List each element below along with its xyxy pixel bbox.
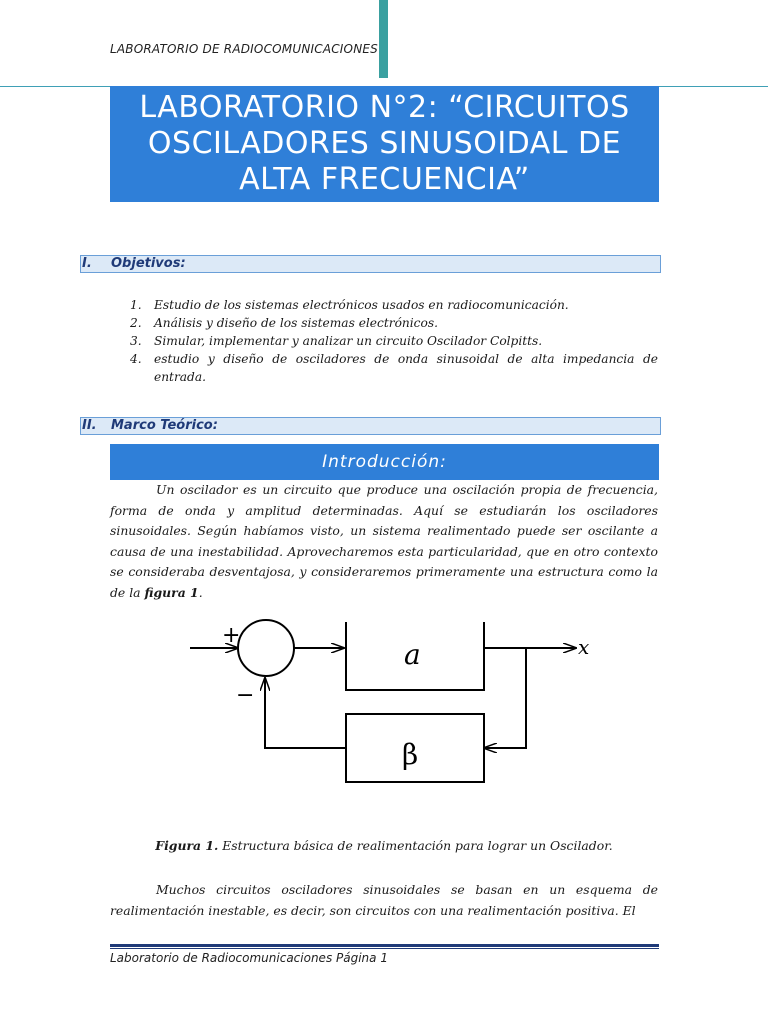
document-title bbox=[110, 86, 659, 202]
title-line-1: LABORATORIO N°2: “CIRCUITOS bbox=[139, 90, 630, 125]
paragraph-end: . bbox=[198, 584, 203, 600]
summing-junction bbox=[238, 620, 294, 676]
section-heading-objetivos bbox=[80, 255, 661, 273]
section-label: Marco Teórico: bbox=[111, 418, 218, 433]
list-item bbox=[130, 314, 658, 332]
feedback-arrow-out bbox=[265, 678, 346, 748]
list-item-number: 1. bbox=[130, 298, 142, 312]
list-item-number: 2. bbox=[130, 316, 142, 330]
list-item-text: Estudio de los sistemas electrónicos usados en radiocomunicación. bbox=[154, 298, 569, 312]
body-paragraph bbox=[110, 880, 658, 921]
list-item-number: 3. bbox=[130, 334, 142, 348]
block-a-label: a bbox=[404, 638, 421, 671]
objectives-list bbox=[130, 296, 658, 386]
figure-reference: figura 1 bbox=[144, 584, 199, 600]
introduction-paragraph bbox=[110, 480, 658, 603]
title-line-2: OSCILADORES SINUSOIDAL DE bbox=[147, 126, 622, 161]
footer-divider bbox=[110, 944, 659, 947]
feedback-arrow-in bbox=[484, 648, 526, 748]
block-beta-label: β bbox=[402, 738, 419, 771]
minus-sign: − bbox=[236, 683, 255, 708]
section-label: Objetivos: bbox=[111, 256, 186, 271]
list-item bbox=[130, 332, 658, 350]
footer-divider-thin bbox=[110, 948, 659, 949]
plus-sign: + bbox=[222, 623, 241, 648]
page-header: LABORATORIO DE RADIOCOMUNICACIONES bbox=[110, 42, 378, 56]
page-footer: Laboratorio de Radiocomunicaciones Página 1 bbox=[110, 951, 388, 965]
figure-caption-text: Estructura básica de realimentación para lograr un Oscilador. bbox=[218, 838, 613, 853]
section-number: II. bbox=[82, 418, 97, 433]
output-label: x bbox=[578, 635, 590, 659]
feedback-block-diagram bbox=[186, 612, 606, 802]
list-item-text: Simular, implementar y analizar un circuito Oscilador Colpitts. bbox=[154, 334, 543, 348]
figure-caption-label: Figura 1. bbox=[155, 838, 219, 853]
paragraph-text: Un oscilador es un circuito que produce una oscilación propia de frecuencia, forma de onda y amplitud determinadas. Aquí se estudiarán los osciladores sinusoidales. Según habíamos visto, un sistema realimentado puede ser oscilante a causa de una inestabilidad. Aprovecharemos esta particularidad, que en otro contexto se consideraba desventajosa, y consideraremos primeramente una estructura como la de la bbox=[110, 482, 658, 600]
figure-caption bbox=[110, 838, 658, 853]
list-item-text: estudio y diseño de osciladores de onda sinusoidal de alta impedancia de entrada. bbox=[154, 352, 658, 384]
introduction-heading: Introducción: bbox=[110, 444, 659, 480]
list-item bbox=[130, 350, 658, 386]
header-accent-bar bbox=[379, 0, 388, 78]
list-item bbox=[130, 296, 658, 314]
list-item-number: 4. bbox=[130, 352, 142, 366]
title-line-3: ALTA FRECUENCIA” bbox=[239, 162, 530, 197]
paragraph-text: Muchos circuitos osciladores sinusoidales se basan en un esquema de realimentación inestable, es decir, son circuitos con una realimentación positiva. El bbox=[110, 882, 658, 918]
list-item-text: Análisis y diseño de los sistemas electrónicos. bbox=[154, 316, 438, 330]
section-heading-marco-teorico bbox=[80, 417, 661, 435]
section-number: I. bbox=[82, 256, 92, 271]
